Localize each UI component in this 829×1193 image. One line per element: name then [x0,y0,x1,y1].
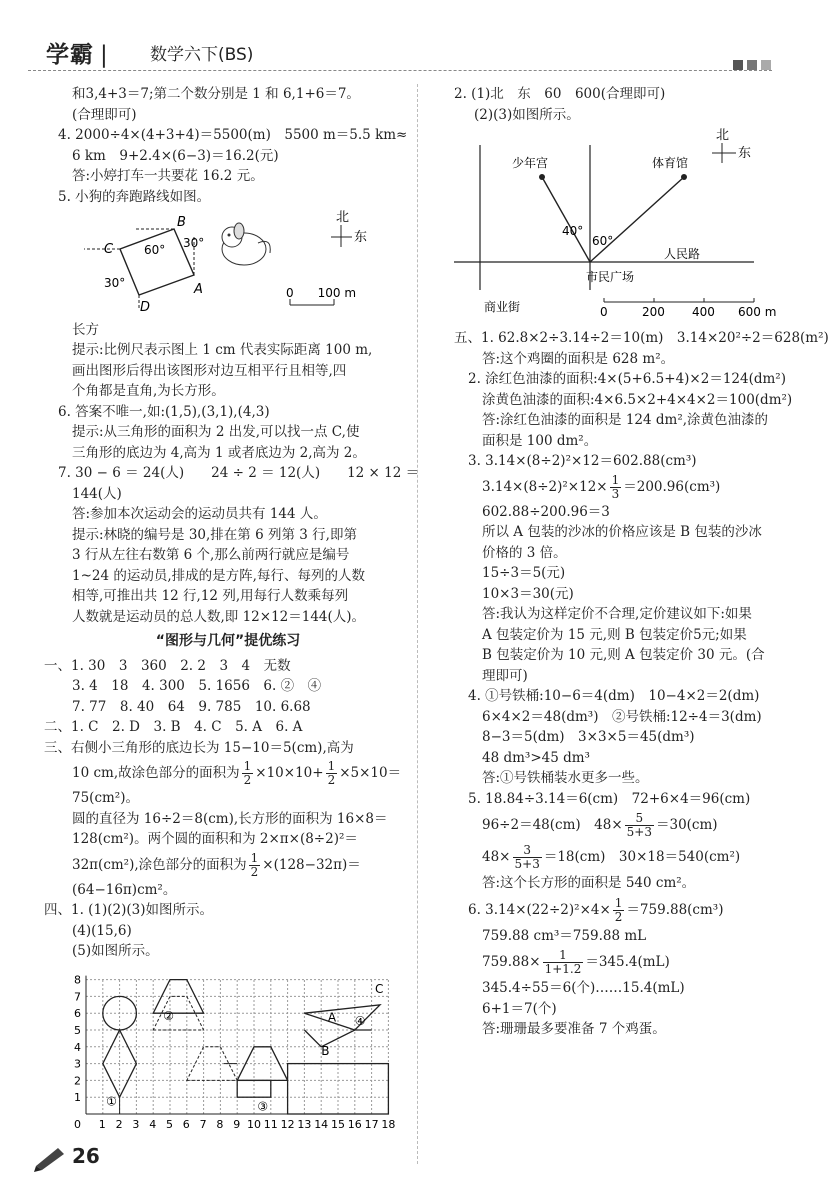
answer-line: (2)(3)如图所示。 [474,106,580,123]
answer-line: 8−3＝5(dm) 3×3×5＝45(dm³) [482,729,695,745]
point-b-label: B [177,215,186,230]
answer-line: 答:这个鸡圈的面积是 628 m²。 [482,350,675,367]
marker-label: ③ [257,1099,269,1114]
scale-label: 0 100 m [286,286,357,300]
answer-line: 759.88× $\frac{1}{1+1.2}$ ＝345.4(mL) [482,948,670,976]
answer-line: B 包装定价为 10 元,则 A 包装定价 30 元。(合 [482,647,765,663]
answer-line: 一、1. 30 3 360 2. 2 3 4 无数 [44,657,291,674]
text-line: 答:小婷打车一共要花 16.2 元。 [72,168,264,184]
answer-line: (64−16π)cm²。 [72,881,177,898]
svg-text:400: 400 [692,304,715,319]
answer-line: 三、右侧小三角形的底边长为 15−10＝5(cm),高为 [44,739,354,756]
point-c-label: C [104,242,114,257]
hint-line: 三角形的底边为 4,高为 1 或者底边为 2,高为 2。 [72,444,366,461]
east-label: 东 [738,146,752,161]
north-label: 北 [336,210,350,225]
marker-label: ④ [354,1013,366,1028]
x-tick-label: 5 [166,1117,173,1131]
svg-text:0: 0 [600,304,608,319]
answer-line: 4. ①号铁桶:10−6＝4(dm) 10−4×2＝2(dm) [468,688,760,704]
angle-label: 60° [592,234,614,248]
y-tick-label: 3 [74,1057,81,1071]
x-tick-label: 7 [199,1117,207,1131]
north-label: 北 [716,128,730,143]
x-tick-label: 8 [216,1117,224,1131]
answer-line: A 包装定价为 15 元,则 B 包装定价5元;如果 [482,626,747,643]
answer-line: 10×3＝30(元) [482,585,574,602]
header-divider [28,70,772,71]
x-tick-label: 4 [149,1117,157,1131]
svg-text:200: 200 [642,304,665,319]
text-line: (合理即可) [72,106,137,123]
dog-icon [222,223,270,265]
answer-line: 3. 4 18 4. 300 5. 1656 6. ② ④ [72,678,322,694]
text-line: 6. 答案不唯一,如:(1,5),(3,1),(4,3) [58,403,270,420]
street-label: 商业街 [484,300,521,314]
answer-line: 759.88 cm³＝759.88 mL [482,927,647,944]
text-line: 7. 30 − 6 ＝ 24(人) 24 ÷ 2 ＝ 12(人) 12 × 12 ＝ [58,465,420,481]
x-tick-label: 0 [74,1117,81,1131]
answer-line: 48 dm³>45 dm³ [482,749,590,766]
answer-line: 面积是 100 dm²。 [482,432,598,449]
answer-line: 答:①号铁桶装水更多一些。 [482,770,649,786]
answer-line: 答:珊珊最多要准备 7 个鸡蛋。 [482,1021,666,1037]
answer-line: 15÷3＝5(元) [482,565,566,581]
east-label: 东 [354,230,368,245]
header-square [733,60,743,70]
x-tick-label: 2 [115,1117,123,1131]
answer-line: 答:这个长方形的面积是 540 cm²。 [482,875,696,891]
answer-line: 128(cm²)。两个圆的面积和为 2×π×(8÷2)²＝ [72,831,358,847]
y-tick-label: 4 [74,1040,81,1054]
text-line: 答:参加本次运动会的运动员共有 144 人。 [72,506,327,522]
section-title: “图形与几何”提优练习 [155,633,301,649]
angle-label: 30° [183,236,205,250]
answer-line: 96÷2＝48(cm) 48× $\frac{5}{5+3}$ ＝30(cm) [482,811,718,839]
pencil-icon [34,1146,68,1170]
answer-line: 602.88÷200.96＝3 [482,503,610,520]
point-label: B [321,1043,330,1058]
answer-line: 6+1＝7(个) [482,1000,557,1017]
x-tick-label: 6 [182,1117,190,1131]
y-tick-label: 1 [74,1090,81,1104]
right-column [454,84,829,1040]
y-tick-label: 8 [74,973,81,987]
page-number: 26 [72,1144,100,1168]
place-label: 体育馆 [652,156,689,170]
answer-line: 5. 18.84÷3.14＝6(cm) 72+6×4＝96(cm) [468,790,751,807]
point-a-label: A [194,282,203,297]
point-label: A [327,1010,337,1025]
coordinate-grid-figure [44,962,412,1132]
text-line: 4. 2000÷4×(4+3+4)＝5500(m) 5500 m＝5.5 km≈ [58,127,408,143]
hint-line: 3 行从左往右数第 6 个,那么前两行就应是编号 [72,547,350,563]
x-tick-label: 13 [297,1117,312,1131]
x-tick-label: 9 [233,1117,241,1131]
point-label: C [374,981,384,996]
text-line: 6 km 9+2.4×(6−3)＝16.2(元) [72,147,279,164]
text-line: 144(人) [72,485,122,502]
y-tick-label: 7 [74,989,81,1003]
answer-line: 四、1. (1)(2)(3)如图所示。 [44,902,214,918]
answer-line: 7. 77 8. 40 64 9. 785 10. 6.68 [72,698,311,715]
svg-text:600 m: 600 m [738,304,777,319]
angle-label: 40° [562,224,584,238]
answer-line: 32π(cm²),涂色部分的面积为 $\frac{1}{2}$ ×(128−32π)＝ [72,850,361,879]
brand-logo: 学霸 | [46,42,109,68]
x-tick-label: 3 [132,1117,140,1131]
road-label: 人民路 [664,247,701,261]
answer-line: 答:涂红色油漆的面积是 124 dm²,涂黄色油漆的 [482,412,769,428]
answer-line: 二、1. C 2. D 3. B 4. C 5. A 6. A [44,719,303,735]
text-line: 和3,4+3＝7;第二个数分别是 1 和 6,1+6＝7。 [72,86,360,102]
answer-line: 五、1. 62.8×2÷3.14÷2＝10(m) 3.14×20²÷2＝628(m²) [454,330,829,346]
book-title: 数学六下(BS) [150,45,254,65]
column-divider [417,84,418,1164]
y-tick-label: 6 [74,1006,81,1020]
answer-line: 所以 A 包装的沙冰的价格应该是 B 包装的沙冰 [482,524,762,540]
x-tick-label: 10 [247,1117,261,1131]
answer-line: (4)(15,6) [72,922,132,939]
answer-line: 2. 涂红色油漆的面积:4×(5+6.5+4)×2＝124(dm²) [468,371,786,387]
x-tick-label: 15 [331,1117,345,1131]
answer-line: (5)如图所示。 [72,943,159,959]
place-label: 少年宫 [512,156,549,170]
x-tick-label: 16 [347,1117,362,1131]
answer-line: 圆的直径为 16÷2＝8(cm),长方形的面积为 16×8＝ [72,810,388,827]
answer-line: 2. (1)北 东 60 600(合理即可) [454,86,666,102]
x-tick-label: 17 [364,1117,379,1131]
answer-line: 涂黄色油漆的面积:4×6.5×2+4×4×2＝100(dm²) [482,391,793,408]
point-d-label: D [140,300,151,315]
square-label: 市民广场 [586,270,635,284]
answer-line: 6×4×2＝48(dm³) ②号铁桶:12÷4＝3(dm) [482,708,762,725]
x-tick-label: 11 [263,1117,278,1131]
y-tick-label: 2 [74,1073,81,1087]
x-tick-label: 1 [98,1117,106,1131]
text-line: 长方 [72,321,99,338]
answer-line: 10 cm,故涂色部分的面积为 $\frac{1}{2}$ ×10×10+ $\frac{1}{2}$ ×5×10＝ [72,759,402,787]
hint-line: 1~24 的运动员,排成的是方阵,每行、每列的人数 [72,567,365,584]
y-tick-label: 5 [74,1023,81,1037]
answer-line: 345.4÷55＝6(个)……15.4(mL) [482,980,685,996]
hint-line: 个角都是直角,为长方形。 [72,383,225,399]
x-tick-label: 18 [381,1117,396,1131]
text-line: 5. 小狗的奔跑路线如图。 [58,188,211,205]
answer-line: 3.14×(8÷2)²×12× $\frac{1}{3}$ ＝200.96(cm³) [482,472,721,501]
angle-label: 60° [144,243,166,257]
left-column [44,84,420,1138]
triangle-shape [304,1004,380,1029]
angle-label: 30° [104,276,126,290]
header-square [761,60,771,70]
answer-line: 答:我认为这样定价不合理,定价建议如下:如果 [482,606,752,622]
answer-line: 价格的 3 倍。 [482,544,567,561]
answer-line: 理即可) [482,667,528,684]
answer-line: 48× $\frac{3}{5+3}$ ＝18(cm) 30×18＝540(cm²) [482,843,741,871]
map-scale [454,298,784,322]
marker-label: ② [163,1008,175,1023]
answer-line: 75(cm²)。 [72,790,139,806]
hint-line: 提示:比例尺表示图上 1 cm 代表实际距离 100 m, [72,342,373,358]
hint-line: 提示:林晓的编号是 30,排在第 6 列第 3 行,即第 [72,526,357,543]
hint-line: 画出图形后得出该图形对边互相平行且相等,四 [72,362,347,379]
header-square [747,60,757,70]
answer-line: 3. 3.14×(8÷2)²×12＝602.88(cm³) [468,453,697,469]
answer-line: 6. 3.14×(22÷2)²×4× $\frac{1}{2}$ ＝759.88(cm³) [468,895,724,924]
dog-route-figure [44,207,412,313]
x-tick-label: 14 [314,1117,329,1131]
page-header [0,0,800,78]
hint-line: 相等,可推出共 12 行,12 列,用每行人数乘每列 [72,588,349,604]
hint-line: 人数就是运动员的总人数,即 12×12＝144(人)。 [72,608,366,625]
x-tick-label: 12 [280,1117,295,1131]
hint-line: 提示:从三角形的面积为 2 出发,可以找一点 C,使 [72,424,360,440]
marker-label: ① [106,1094,117,1109]
